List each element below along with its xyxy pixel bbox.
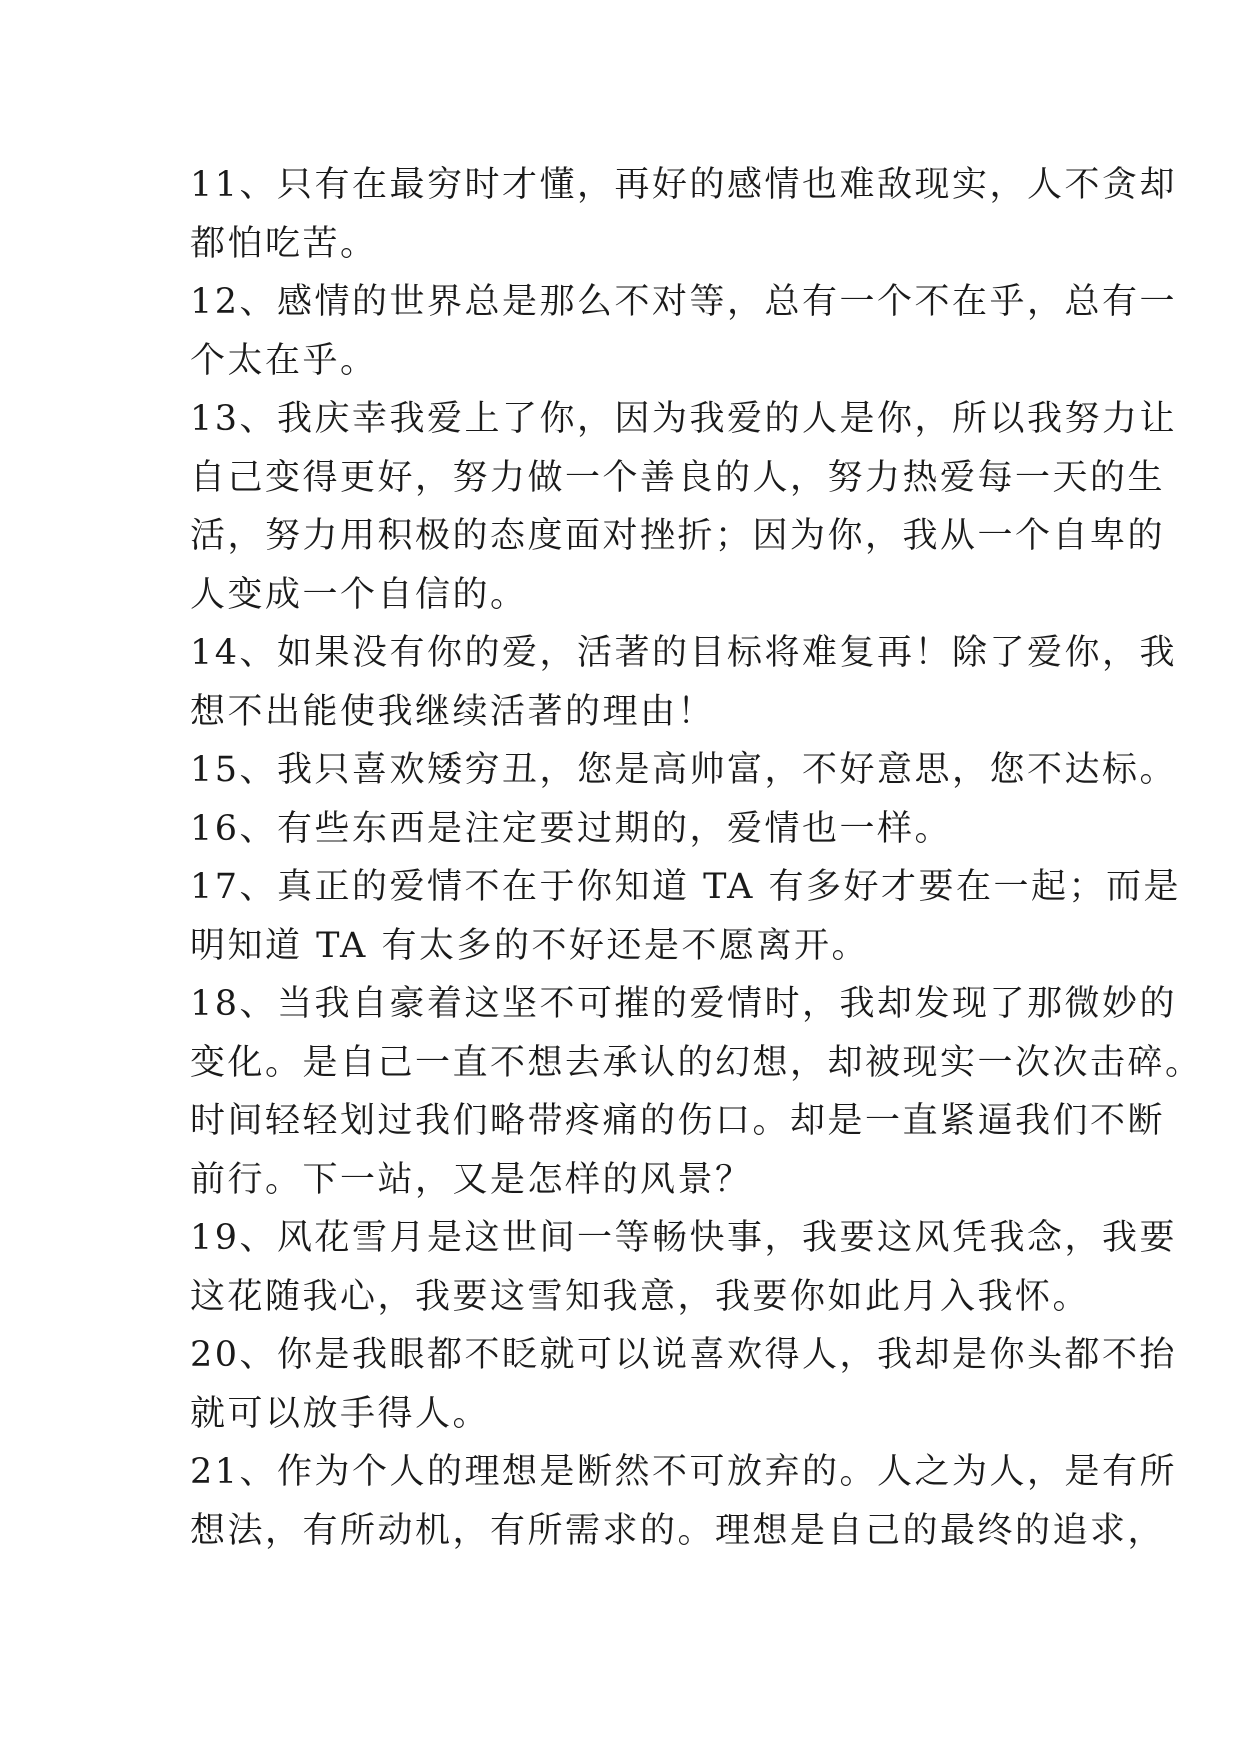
text-line: 活，努力用积极的态度面对挫折；因为你，我从一个自卑的 xyxy=(190,516,1166,556)
text-line: 18、当我自豪着这坚不可摧的爱情时，我却发现了那微妙的 xyxy=(190,984,1178,1024)
text-line: 前行。下一站，又是怎样的风景？ xyxy=(190,1159,753,1200)
text-line: 人变成一个自信的。 xyxy=(190,574,528,615)
text-line: 15、我只喜欢矮穷丑，您是高帅富，不好意思，您不达标。 xyxy=(190,750,1178,790)
text-line: 12、感情的世界总是那么不对等，总有一个不在乎，总有一 xyxy=(190,282,1178,322)
text-line: 明知道 TA 有太多的不好还是不愿离开。 xyxy=(190,925,869,966)
text-line: 就可以放手得人。 xyxy=(190,1393,491,1434)
text-line: 自己变得更好，努力做一个善良的人，努力热爱每一天的生 xyxy=(190,457,1166,498)
text-line: 变化。是自己一直不想去承认的幻想，却被现实一次次击碎。 xyxy=(190,1042,1203,1083)
text-line: 想法，有所动机，有所需求的。理想是自己的最终的追求， xyxy=(190,1510,1166,1551)
text-line: 这花随我心，我要这雪知我意，我要你如此月入我怀。 xyxy=(190,1276,1091,1317)
document-body xyxy=(190,156,1203,1560)
text-line: 14、如果没有你的爱，活著的目标将难复再！除了爱你，我 xyxy=(190,633,1178,673)
text-line: 时间轻轻划过我们略带疼痛的伤口。却是一直紧逼我们不断 xyxy=(190,1101,1166,1141)
text-line: 16、有些东西是注定要过期的，爱情也一样。 xyxy=(190,808,953,849)
text-line: 19、风花雪月是这世间一等畅快事，我要这风凭我念，我要 xyxy=(190,1218,1178,1258)
text-line: 17、真正的爱情不在于你知道 TA 有多好才要在一起；而是 xyxy=(190,867,1181,907)
text-line: 13、我庆幸我爱上了你，因为我爱的人是你，所以我努力让 xyxy=(190,399,1178,439)
text-line: 11、只有在最穷时才懂，再好的感情也难敌现实，人不贪却 xyxy=(190,165,1178,205)
text-line: 20、你是我眼都不眨就可以说喜欢得人，我却是你头都不抬 xyxy=(190,1335,1178,1375)
text-line: 都怕吃苦。 xyxy=(190,223,378,264)
text-line: 想不出能使我继续活著的理由！ xyxy=(190,691,716,732)
text-line: 个太在乎。 xyxy=(190,340,378,381)
text-line: 21、作为个人的理想是断然不可放弃的。人之为人，是有所 xyxy=(190,1452,1178,1492)
